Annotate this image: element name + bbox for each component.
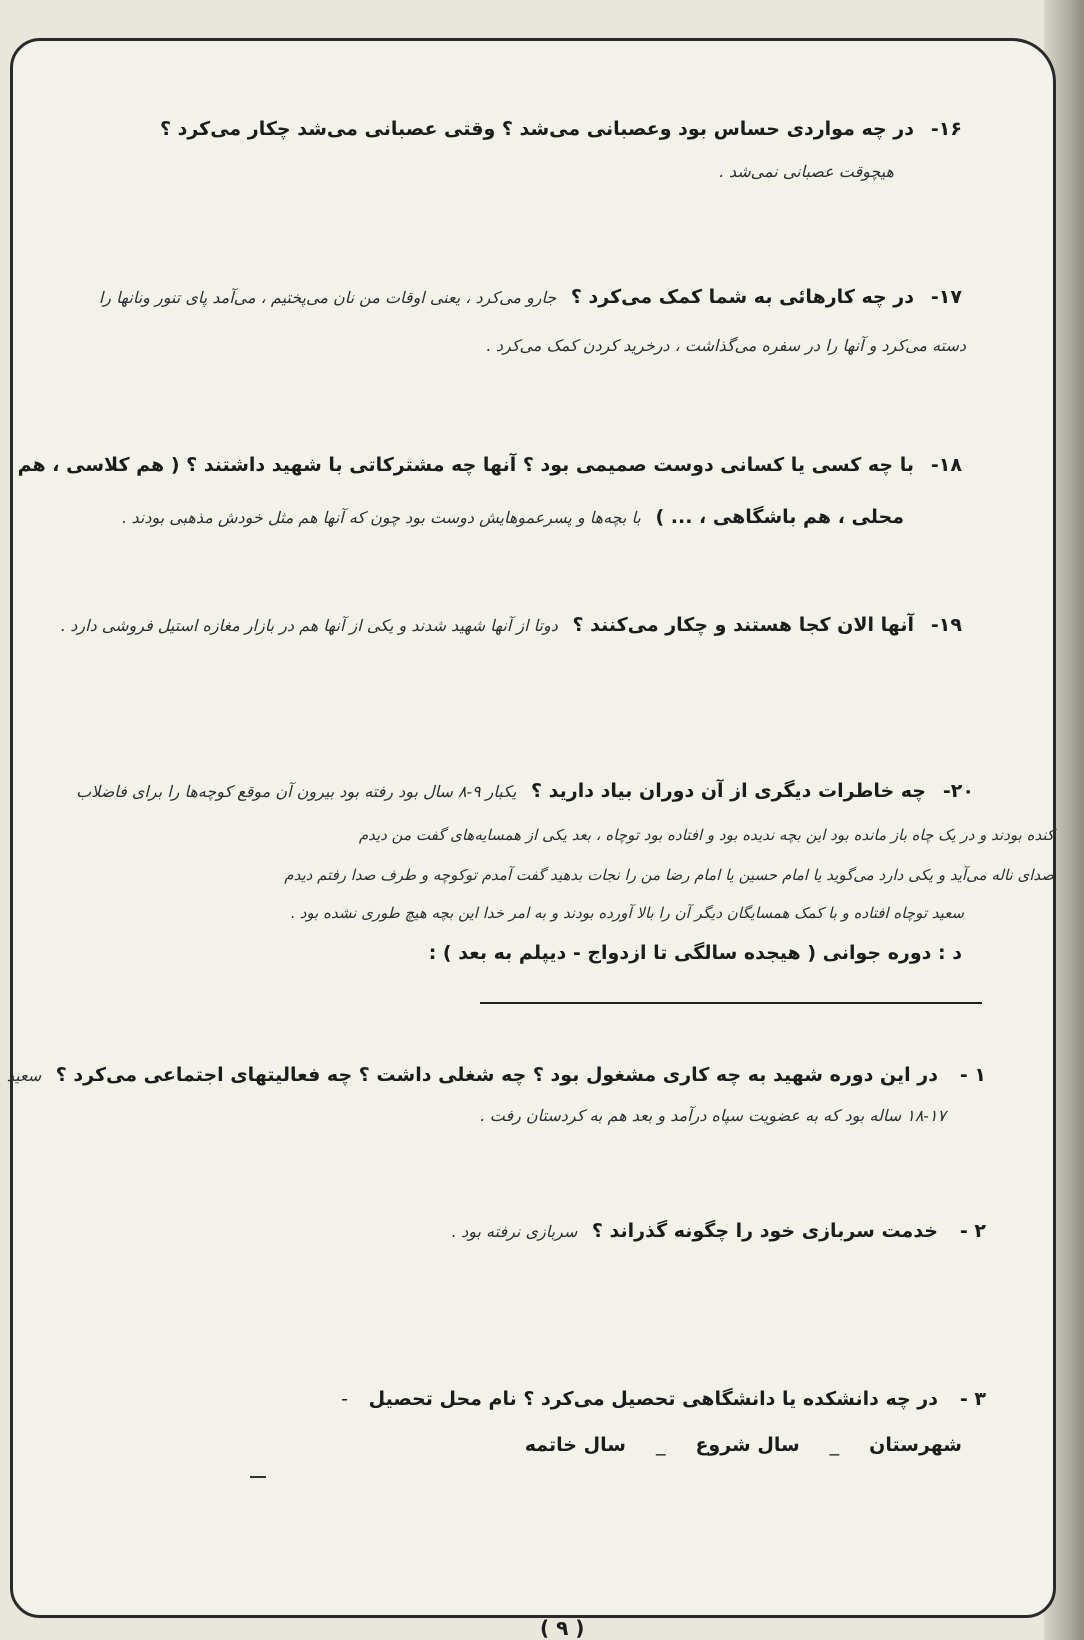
question-text: محلی ، هم باشگاهی ، ... ) — [655, 506, 904, 528]
question-18-line1 — [18, 454, 962, 476]
question-text: خدمت سربازی خود را چگونه گذراند ؟ — [591, 1220, 938, 1242]
question-text: در چه مواردی حساس بود وعصبانی می‌شد ؟ وقتی عصبانی می‌شد چکار می‌کرد ؟ — [159, 118, 914, 140]
section-divider — [480, 1002, 982, 1004]
answer-18: با بچه‌ها و پسرعموهایش دوست بود چون که آنها هم مثل خودش مذهبی بودند . — [121, 508, 641, 527]
answer-20-line4: سعید توچاه افتاده و با کمک همسایگان دیگر آن را بالا آورده بودند و به امر خدا این بچه هیچ طوری نشده بود . — [290, 904, 964, 922]
start-year-dash: _ — [655, 1434, 666, 1456]
question-number: ۱ - — [959, 1064, 986, 1086]
answer-20-line3: صدای ناله می‌آید و یکی دارد می‌گوید یا امام حسین یا امام رضا من را نجات بدهید گفت آمدم توکوچه و طرف صدا رفتم دیدم — [284, 866, 1054, 884]
start-year-label: سال شروع — [695, 1434, 800, 1456]
question-text: با چه کسی یا کسانی دوست صمیمی بود ؟ آنها چه مشترکاتی با شهید داشتند ؟ ( هم کلاسی ، هم — [17, 454, 914, 476]
question-number: ۱۸- — [930, 454, 962, 476]
question-text: چه خاطرات دیگری از آن دوران بیاد دارید ؟ — [531, 780, 926, 802]
end-year-blank — [250, 1476, 266, 1478]
question-17 — [99, 286, 962, 308]
question-number: ۱۶- — [930, 118, 962, 140]
answer-19: دوتا از آنها شهید شدند و یکی از آنها هم در بازار مغازه استیل فروشی دارد . — [60, 616, 558, 635]
answer-20-line2: کنده بودند و در یک چاه باز مانده بود این بچه ندیده بود و افتاده بود توچاه ، بعد یکی از همسایه‌های گفت من دیدم — [358, 826, 1054, 844]
question-d1 — [7, 1064, 986, 1086]
page-number: ( ۹ ) — [540, 1616, 585, 1640]
answer-17-line2: دسته می‌کرد و آنها را در سفره می‌گذاشت ، درخرید کردن کمک می‌کرد . — [485, 336, 966, 355]
question-16 — [160, 118, 962, 140]
question-text: در چه کارهائی به شما کمک می‌کرد ؟ — [570, 286, 914, 308]
city-dash: _ — [829, 1434, 840, 1456]
answer-d2: سربازی نرفته بود . — [450, 1222, 578, 1241]
question-d2 — [451, 1220, 986, 1242]
question-18-line2 — [121, 506, 904, 528]
question-number: ۲ - — [959, 1220, 986, 1242]
answer-20-line1: یکبار ۹-۸ سال بود رفته بود بیرون آن موقع کوچه‌ها را برای فاضلاب — [76, 782, 517, 801]
answer-d1-line1: سعید — [6, 1066, 42, 1085]
study-details-row — [525, 1434, 962, 1456]
end-year-label: سال خاتمه — [524, 1434, 626, 1456]
question-number: ۲۰- — [942, 780, 974, 802]
question-number: ۱۷- — [930, 286, 962, 308]
answer-d1-line2: ۱۸-۱۷ ساله بود که به عضویت سپاه درآمد و بعد هم به کردستان رفت . — [479, 1106, 946, 1125]
question-number: ۳ - — [959, 1388, 986, 1410]
question-text: آنها الان کجا هستند و چکار می‌کنند ؟ — [572, 614, 914, 636]
question-20 — [76, 780, 974, 802]
city-label: شهرستان — [869, 1434, 962, 1456]
question-d3 — [341, 1388, 986, 1410]
answer-17-line1: جارو می‌کرد ، یعنی اوقات من نان می‌پختیم ، می‌آمد پای تنور ونانها را — [98, 288, 557, 307]
question-19 — [60, 614, 962, 636]
question-text: در این دوره شهید به چه کاری مشغول بود ؟ چه شغلی داشت ؟ چه فعالیتهای اجتماعی می‌کرد ؟ — [55, 1064, 938, 1086]
section-d-heading: د : دوره جوانی ( هیجده سالگی تا ازدواج - دیپلم به بعد ) : — [428, 942, 962, 964]
question-number: ۱۹- — [930, 614, 962, 636]
question-text: در چه دانشکده یا دانشگاهی تحصیل می‌کرد ؟ نام محل تحصیل — [368, 1388, 938, 1410]
answer-16: هیچوقت عصبانی نمی‌شد . — [718, 162, 894, 181]
question-dash: - — [341, 1388, 348, 1410]
